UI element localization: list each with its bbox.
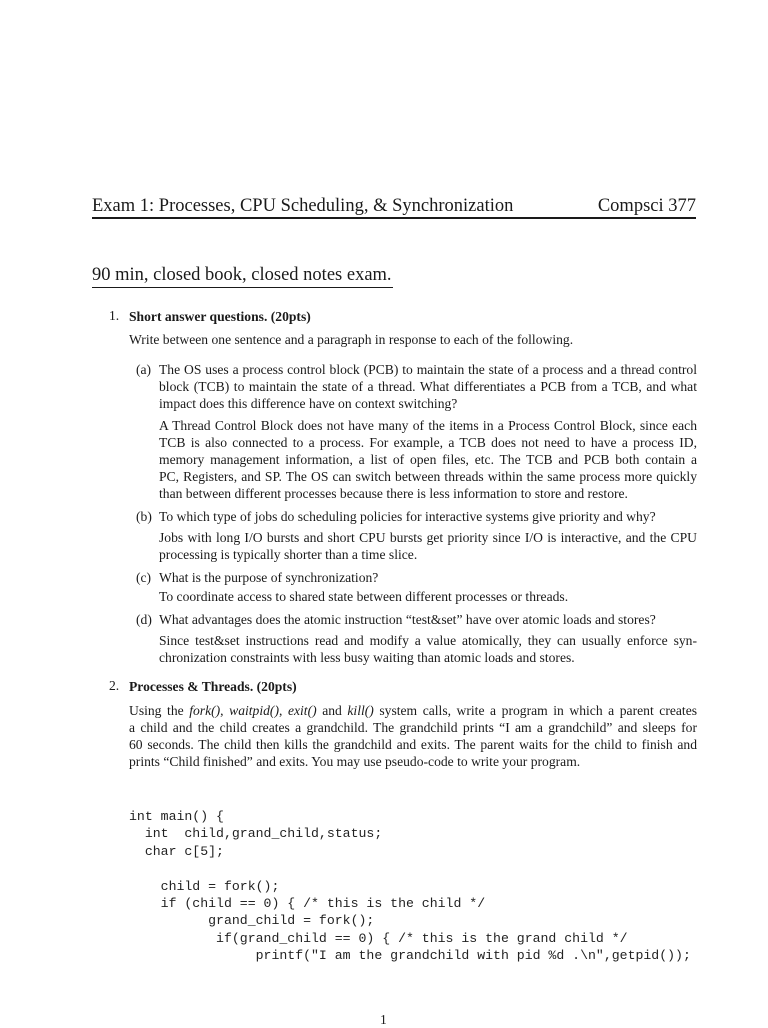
question-2-prompt-line: Using the fork(), waitpid(), exit() and kill() system calls, write a program in which a parent creates xyxy=(129,703,698,718)
part-d-question-line: What advantages does the atomic instruction “test&set” have over atomic loads and stores? xyxy=(159,612,656,627)
exam-title: Exam 1: Processes, CPU Scheduling, & Synchronization xyxy=(92,196,514,216)
part-d-label: (d) xyxy=(136,612,152,627)
part-c-answer-line: To coordinate access to shared state between different processes or threads. xyxy=(159,589,569,604)
course-name: Compsci 377 xyxy=(597,196,696,216)
part-a-question-line: The OS uses a process control block (PCB) to maintain the state of a process and a thread control xyxy=(159,362,697,377)
part-a-answer-line: than between different processes because there is less information to store and restore. xyxy=(159,486,628,501)
part-a-answer-line: TCB is also connected to a process. For example, a TCB does not need to have a process ID, xyxy=(159,435,697,450)
code-listing: int main() { int child,grand_child,status; char c[5]; child = fork(); if (child == 0) { /* this is the child */ grand_child = fork(); if(grand_child == 0) { /* this is the grand child */ printf("I am the grandchild with pid %d .\n",getpid()); xyxy=(129,809,691,964)
page-number: 1 xyxy=(380,1012,387,1027)
part-a-label: (a) xyxy=(136,362,152,377)
question-1-intro: Write between one sentence and a paragraph in response to each of the following. xyxy=(129,332,574,347)
part-b-label: (b) xyxy=(136,509,152,524)
instructions-underline xyxy=(92,287,393,288)
part-a-answer-line: PC, Registers, and SP. The OS can switch between threads within the same process more quickly xyxy=(159,469,697,484)
question-2-prompt-line: 60 seconds. The child then kills the grandchild and exits. The parent waits for the child to finish and xyxy=(129,737,697,752)
question-2-prompt-line: prints “Child finished” and exits. You may use pseudo-code to write your program. xyxy=(129,754,581,769)
page-header xyxy=(92,194,696,218)
question-2-prompt-line: a child and the child creates a grandchild. The grandchild prints “I am a grandchild” and sleeps for xyxy=(129,720,697,735)
question-2-number: 2. xyxy=(109,678,120,693)
part-a-answer-line: A Thread Control Block does not have many of the items in a Process Control Block, since each xyxy=(159,418,697,433)
question-1-number: 1. xyxy=(109,308,120,323)
part-a-question-line: block (TCB) to maintain the state of a thread. What differentiates a PCB from a TCB, and what xyxy=(159,379,697,394)
part-a-answer-line: memory management information, a list of open files, etc. The TCB and PCB both contain a xyxy=(159,452,697,467)
part-c-question-line: What is the purpose of synchronization? xyxy=(159,570,379,585)
question-1-title: Short answer questions. (20pts) xyxy=(129,309,311,324)
part-b-answer-line: Jobs with long I/O bursts and short CPU bursts get priority since I/O is interactive, and the CPU xyxy=(159,530,697,545)
part-d-answer-line: chronization constraints with less busy waiting than atomic loads and stores. xyxy=(159,650,575,665)
part-b-question-line: To which type of jobs do scheduling policies for interactive systems give priority and why? xyxy=(159,509,656,524)
part-c-label: (c) xyxy=(136,570,152,585)
header-rule xyxy=(92,217,696,219)
exam-instructions: 90 min, closed book, closed notes exam. xyxy=(92,265,392,285)
question-2-title: Processes & Threads. (20pts) xyxy=(129,679,297,694)
part-b-answer-line: processing is typically shorter than a time slice. xyxy=(159,547,418,562)
part-d-answer-line: Since test&set instructions read and modify a value atomically, they can usually enforce syn- xyxy=(159,633,697,648)
part-a-question-line: impact does this difference have on context switching? xyxy=(159,396,458,411)
